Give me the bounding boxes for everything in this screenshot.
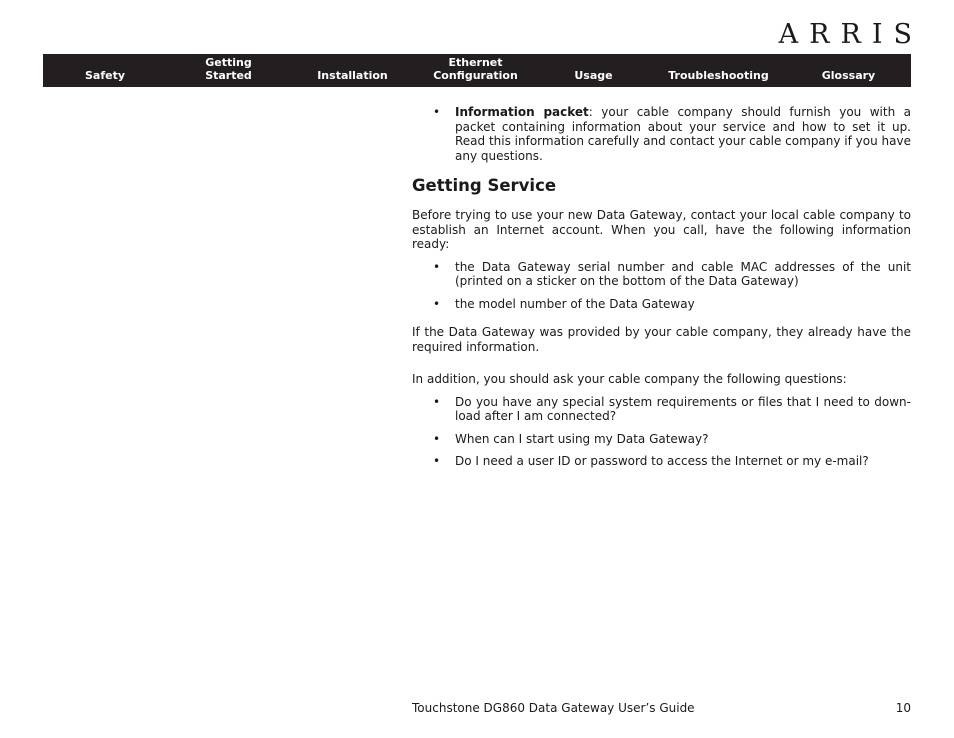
questions-list	[412, 395, 911, 469]
nav-installation[interactable]: Installation	[317, 69, 388, 82]
nav-usage[interactable]: Usage	[574, 69, 613, 82]
nav-troubleshooting[interactable]: Troubleshooting	[668, 69, 769, 82]
list-item: • Do you have any special system requirements or files that I need to download after I am connected?	[412, 395, 911, 424]
section-heading: Getting Service	[412, 176, 557, 195]
info-packet-list	[412, 105, 911, 163]
top-navigation	[43, 54, 911, 87]
list-item: • the Data Gateway serial number and cable MAC addresses of the unit (printed on a sticker on the bottom of the Data Gateway)	[412, 260, 911, 289]
page-number: 10	[895, 701, 911, 715]
provided-paragraph: If the Data Gateway was provided by your cable company, they already have the required information.	[412, 325, 911, 354]
ask-intro-paragraph: In addition, you should ask your cable company the following questions:	[412, 372, 847, 386]
list-item: • Do I need a user ID or password to access the Internet or my e-mail?	[412, 454, 911, 469]
list-item: • the model number of the Data Gateway	[412, 297, 911, 312]
info-packet-text: : your cable company should furnish you with a packet containing information about your service and how to set it up. Read this information carefully and contact your cable company if you have any questions.	[455, 105, 911, 163]
main-content	[412, 105, 911, 477]
intro-paragraph: Before trying to use your new Data Gateway, contact your local cable company to establish an Internet account. When you call, have the following information ready:	[412, 208, 911, 251]
nav-safety[interactable]: Safety	[84, 69, 126, 82]
nav-glossary[interactable]: Glossary	[821, 69, 876, 82]
ready-info-list	[412, 260, 911, 312]
list-item: • When can I start using my Data Gateway?	[412, 432, 911, 447]
page-footer	[412, 701, 911, 715]
guide-title: Touchstone DG860 Data Gateway User’s Guide	[412, 701, 695, 715]
info-packet-term: Information packet	[455, 105, 589, 119]
nav-ethernet-configuration[interactable]: Ethernet Configuration	[433, 56, 518, 82]
arris-logo: ARRIS	[778, 19, 923, 50]
list-item	[412, 105, 911, 163]
nav-getting-started[interactable]: Getting Started	[205, 56, 252, 82]
